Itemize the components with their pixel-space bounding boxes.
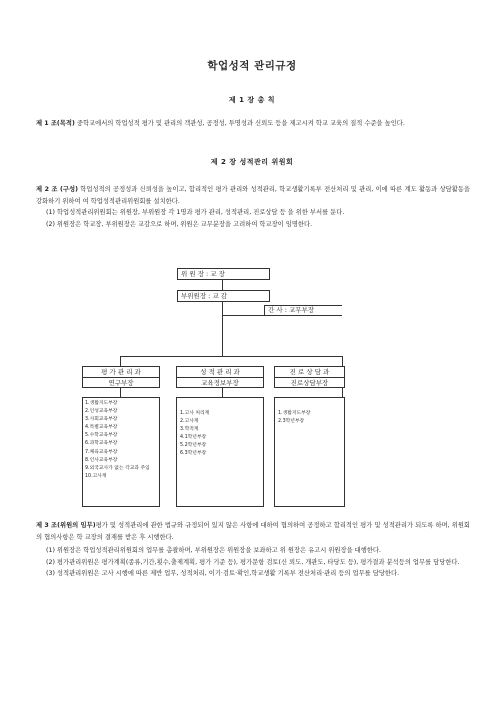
article-3-text: 평가 및 성적관리에 관한 법규와 규정되어 있지 않은 사항에 대하여 협의하여 공정하고 합리적인 평가 및 성적관리가 되도록 하며, 위원회의 협의사항은 학 교장의 결재를 받은 후 시행한다. <box>36 522 471 541</box>
list-item: 5.2학년부장 <box>180 443 207 449</box>
dept-counseling-name: 진 로 상 담 과 <box>275 367 344 378</box>
list-item: 3.학적계 <box>180 427 199 433</box>
dept-evaluation-name: 평 가 관 리 과 <box>83 367 159 378</box>
list-item: 2.인성교육부장 <box>85 409 118 415</box>
list-item: 4.1학년부장 <box>180 435 207 441</box>
article-1-heading: 제 1 조(목적) <box>36 120 75 127</box>
article-1-text: 중학교에서의 학업성적 평가 및 관리의 객관성, 공정성, 투명성과 신뢰도 등을 제고시켜 학교 교육의 질적 수준을 높인다. <box>74 120 405 127</box>
article-3-item-1: (1) 위원장은 학업성적관리위원회의 업무를 총괄하며, 부위원장은 위원장을 보좌하고 위 원장은 유고시 위원장을 대행한다. <box>46 547 381 555</box>
list-item: 10.고사계 <box>85 473 107 479</box>
dept-evaluation-members <box>82 397 160 507</box>
chapter-1-heading: 제 1 장 총 칙 <box>228 96 276 104</box>
dept-grades-name: 성 적 관 리 과 <box>177 367 263 378</box>
dept-evaluation-box <box>82 366 160 388</box>
dept-evaluation-head: 연구부장 <box>108 379 134 387</box>
dept-counseling-members <box>274 397 345 507</box>
article-3 <box>36 520 470 580</box>
article-3-item-2: (2) 평가관리위원은 평가계획(종류,기간,횟수,출제계획, 평가 기준 등), 평가문항 검토(신 뢰도, 개관도, 타당도 등), 평가결과 분석등의 업무를 담당한다. <box>46 558 460 566</box>
list-item: 2.고사계 <box>180 419 199 425</box>
list-item: 8.인사교육부장 <box>85 457 118 463</box>
org-secretary-label: 간 사 : 교무부장 <box>268 306 315 314</box>
list-item: 1.생활지도부장 <box>85 401 118 406</box>
list-item: 5.수학교육부장 <box>85 433 118 439</box>
org-chair-box: 위 원 장 : 교 장 <box>177 268 270 280</box>
article-2-heading: 제 2 조 (구성) <box>36 186 78 193</box>
list-item: 6.3학년부장 <box>180 451 207 457</box>
article-2-item-1: (1) 학업성적관리위원회는 위원장, 부위원장 각 1명과 평가 관리, 성적관리, 진로상담 등 을 위한 부서를 둔다. <box>46 209 345 217</box>
list-item: 1.생활지도부장 <box>278 411 311 416</box>
article-3-item-3: (3) 성적관리위원은 고사 시행에 따른 제반 업무, 성적처리, 이기·검토·확인,학교생활 기록부 전산처리·관리 등의 업무를 담당한다. <box>46 570 400 578</box>
list-item: 1.고사 처리계 <box>180 411 210 416</box>
dept-counseling-box <box>274 366 345 388</box>
list-item: 6.과학교육부장 <box>85 441 118 447</box>
list-item: 4.특별교육부장 <box>85 425 118 431</box>
org-vice-chair-box: 부위원장 : 교 감 <box>177 290 270 302</box>
list-item: 9.외국교사가 없는 각교과 주임 <box>85 465 150 471</box>
dept-grades-head: 교육정보부장 <box>201 379 239 387</box>
list-item: 7.체육교육부장 <box>85 449 118 455</box>
list-item: 2.3학년부장 <box>278 419 305 425</box>
list-item: 3.사회교육부장 <box>85 417 118 423</box>
document-title: 학업성적 관리규정 <box>207 60 297 72</box>
dept-counseling-head: 진로상담부장 <box>290 379 329 387</box>
chapter-2-heading: 제 2 장 성적관리 위원회 <box>210 158 294 166</box>
article-2-text: 학업성적의 공정성과 신뢰성을 높이고, 합리적인 평가 관리와 성적관리, 학교생활기록부 전산처리 및 관리, 이에 따른 계도 활동과 상담활동을 강화하기 위하여 여 학업성적관리위원회를 설치한다. <box>36 186 470 205</box>
article-3-heading: 제 3 조(위원의 임무) <box>36 522 96 529</box>
dept-grades-box <box>176 366 264 388</box>
dept-grades-members <box>176 397 264 507</box>
article-2-item-2: (2) 위원장은 학교장, 부위원장은 교감으로 하며, 위원은 교무분장을 고려하여 학교장이 임명한다. <box>46 220 313 228</box>
